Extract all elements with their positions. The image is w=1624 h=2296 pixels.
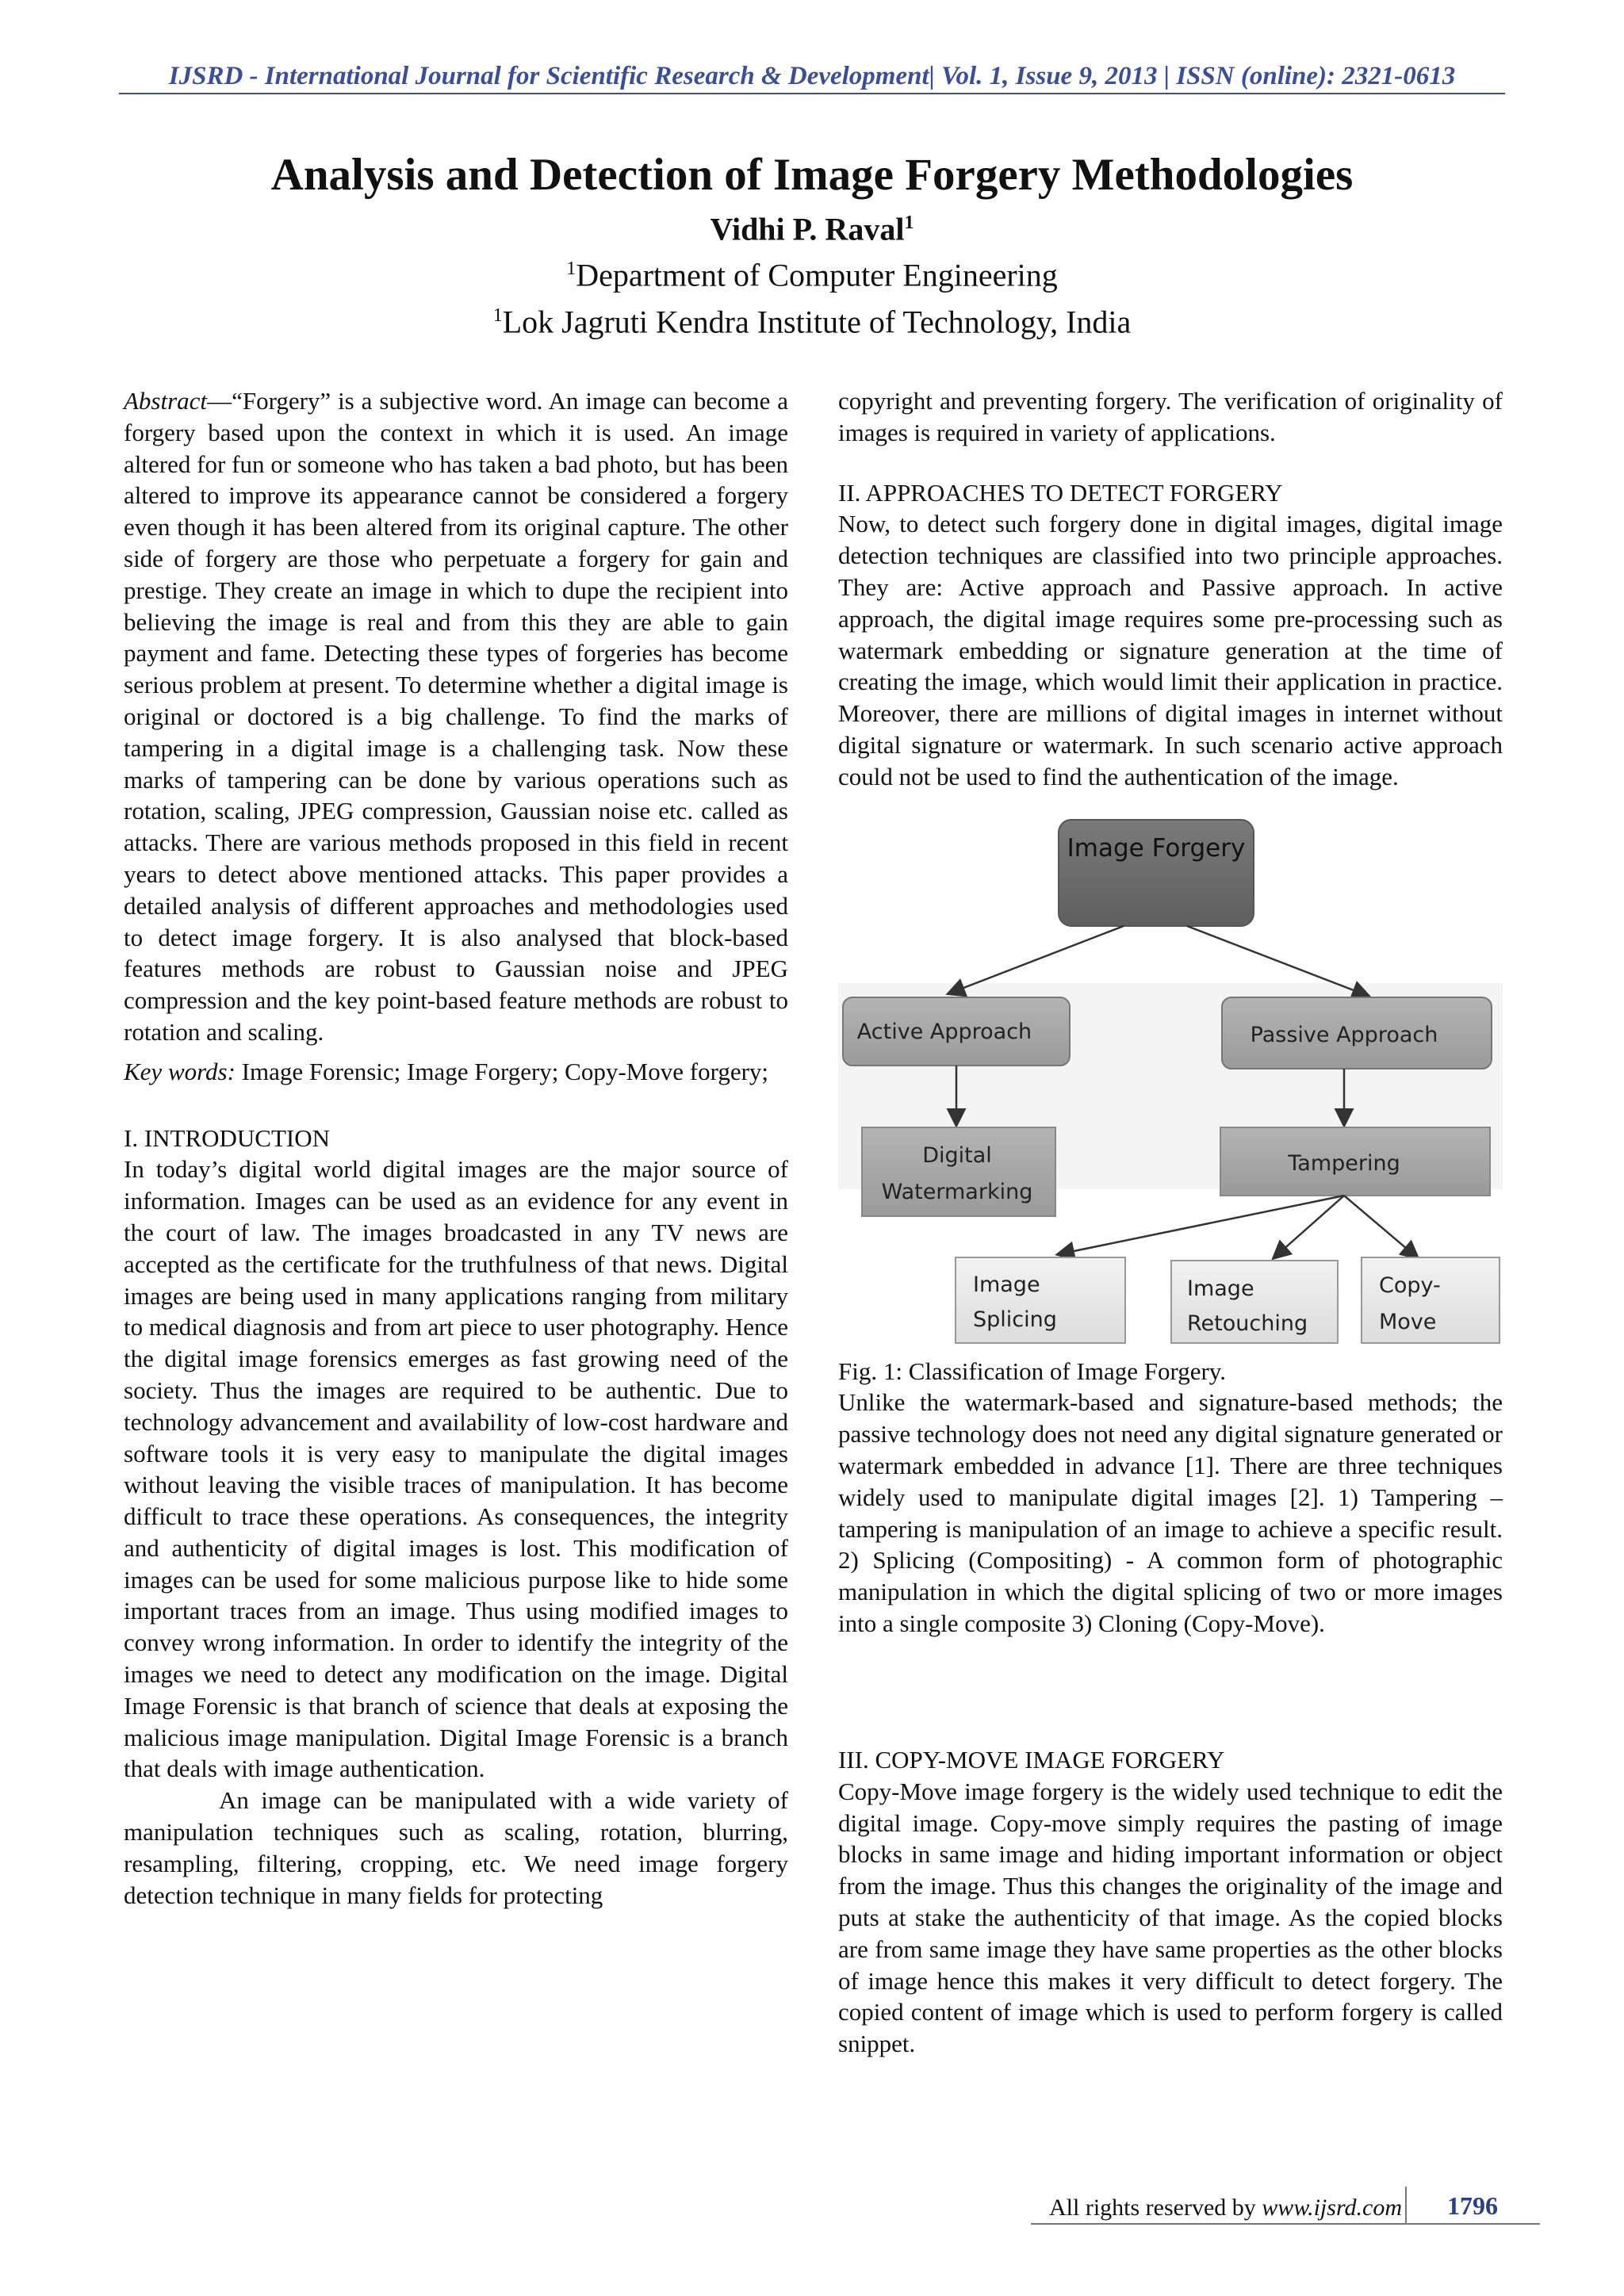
section-3-para-1: Copy-Move image forgery is the widely used technique to edit the digital image. Copy-move simply requires the pasting of image blocks in same image and hiding important information or object from the image. Thus this changes the originality of the image and puts at stake the authenticity of that image. As the copied blocks are from same image they have same properties as the other blocks of image hence this makes it very difficult to detect forgery. The copied content of image which is used to perform forgery is called snippet. (838, 1777, 1503, 2058)
label-image-forgery: Image Forgery (1067, 833, 1246, 863)
author-sup: 1 (904, 212, 914, 233)
footer-rights (1049, 2195, 1402, 2221)
footer-rights-text: All rights reserved by (1049, 2195, 1262, 2221)
section-1-heading: I. INTRODUCTION (124, 1123, 331, 1152)
section-1-para-1: In today’s digital world digital images are the major source of information. Images can be used as an evidence for any event in the court of law. The images broadcasted in any TV news are accepted as the certificate for the truthfulness of that news. Digital images are being used in many applications ranging from military to medical diagnosis and from art piece to user photography. Hence the digital image forensics emerges as fast growing need of the society. Thus the images are required to be authentic. Due to technology advancement and availability of low-cost hardware and software tools it is very easy to manipulate the digital images without leaving the visible traces of manipulation. It has become difficult to trace these operations. As consequences, the integrity and authenticity of digital images is lost. This modification of images can be used for some malicious purpose like to hide some important traces from an image. Thus using modified images to convey wrong information. In order to identify the integrity of the images we need to detect any modification on the image. Digital Image Forensic is that branch of science that deals at exposing the malicious image manipulation. Digital Image Forensic is a branch that deals with image authentication. (124, 1155, 788, 1783)
label-copymove-2: Move (1379, 1309, 1437, 1334)
section-2-para-1: Now, to detect such forgery done in digital images, digital image detection techniques are classified into two principle approaches. They are: Active approach and Passive approach. In active approach, the digital image requires some pre-processing such as watermark embedding or signature generation at the time of creating the image, which would limit their application in practice. Moreover, there are millions of digital images in internet without digital signature or watermark. In such scenario active approach could not be used to find the authentication of the image. (838, 510, 1503, 790)
arrow-tampering-copymove (1344, 1196, 1417, 1257)
section-1-para-2: An image can be manipulated with a wide variety of manipulation techniques such as scaling, rotation, blurring, resampling, filtering, cropping, etc. We need image forgery detection technique in many fields for protecting (124, 1786, 788, 1909)
keywords-text: Image Forensic; Image Forgery; Copy-Move forgery; (235, 1057, 769, 1085)
abstract-text: “Forgery” is a subjective word. An image can become a forgery based upon the context in which it is used. An image altered for fun or someone who has taken a bad photo, but has been altered to improve its appearance cannot be considered a forgery even though it has been altered from its original capture. The other side of forgery are those who perpetuate a forgery for gain and prestige. They create an image in which to dupe the recipient into believing the image is real and from this they are able to gain payment and fame. Detecting these types of forgeries has become serious problem at present. To determine whether a digital image is original or doctored is a big challenge. To find the marks of tampering in a digital image is a challenging task. Now these marks of tampering can be done by various operations such as rotation, scaling, JPEG compression, Gaussian noise etc. called as attacks. There are various methods proposed in this field in recent years to detect above mentioned attacks. This paper provides a detailed analysis of different approaches and methodologies used to detect image forgery. It is also analysed that block-based features methods are robust to Gaussian noise and JPEG compression and the key point-based feature methods are robust to rotation and scaling. (124, 387, 788, 1046)
affil-sup-1: 1 (566, 258, 576, 280)
author-line (119, 203, 1505, 249)
affiliation-dept: Department of Computer Engineering (576, 257, 1058, 293)
journal-header: IJSRD - International Journal for Scientific Research & Development| Vol. 1, Issue 9, 2013 | ISSN (online): 2321-0613 (168, 62, 1456, 90)
figure-1 (838, 809, 1503, 1637)
section-3-heading: III. COPY-MOVE IMAGE FORGERY (838, 1746, 1225, 1774)
abstract-label: Abstract (124, 387, 208, 415)
affiliation-inst: Lok Jagruti Kendra Institute of Technology, India (502, 303, 1132, 339)
section-2-para-2: Unlike the watermark-based and signature-based methods; the passive technology does not need any digital signature generated or watermark embedded in advance [1]. There are three techniques widely used to manipulate digital images [2]. 1) Tampering – tampering is manipulation of an image to achieve a specific result. 2) Splicing (Compositing) - A common form of photographic manipulation in which the digital splicing of two or more images into a single composite 3) Cloning (Copy-Move). (838, 1388, 1503, 1637)
right-column-lower (838, 1744, 1503, 2060)
header-rule (119, 93, 1505, 94)
label-splicing-2: Splicing (973, 1307, 1057, 1332)
abstract-dash: — (207, 387, 232, 415)
footer-site-link[interactable]: www.ijsrd.com (1262, 2195, 1402, 2221)
author-name: Vidhi P. Raval (710, 211, 905, 247)
label-splicing-1: Image (973, 1272, 1040, 1297)
section-2-heading: II. APPROACHES TO DETECT FORGERY (838, 478, 1283, 507)
page-number: 1796 (1447, 2191, 1498, 2220)
label-active-approach: Active Approach (856, 1019, 1032, 1044)
label-passive-approach: Passive Approach (1250, 1022, 1438, 1047)
label-retouching-2: Retouching (1187, 1311, 1308, 1336)
label-tampering: Tampering (1288, 1150, 1400, 1176)
keywords (124, 1056, 788, 1088)
affil-sup-2: 1 (492, 304, 503, 326)
affiliation-2 (119, 296, 1505, 342)
title-block (119, 147, 1505, 342)
figure-1-caption: Fig. 1: Classification of Image Forgery. (838, 1357, 1227, 1385)
arrow-tampering-splicing (1059, 1196, 1344, 1254)
label-watermarking-2: Watermarking (881, 1179, 1033, 1204)
arrow-tampering-retouching (1274, 1196, 1344, 1257)
paper-title: Analysis and Detection of Image Forgery Methodologies (270, 150, 1354, 200)
forgery-classification-diagram (838, 809, 1503, 1356)
label-copymove-1: Copy- (1379, 1272, 1441, 1298)
keywords-label: Key words: (124, 1057, 236, 1085)
label-watermarking-1: Digital (922, 1142, 992, 1168)
abstract (124, 385, 788, 1048)
right-column (838, 385, 1503, 1637)
footer-rule (1031, 2223, 1540, 2225)
label-retouching-1: Image (1187, 1276, 1254, 1301)
affiliation-1 (119, 249, 1505, 295)
section-1-para-2-continued: copyright and preventing forgery. The verification of originality of images is required in variety of applications. (838, 387, 1503, 446)
left-column (124, 385, 788, 1911)
